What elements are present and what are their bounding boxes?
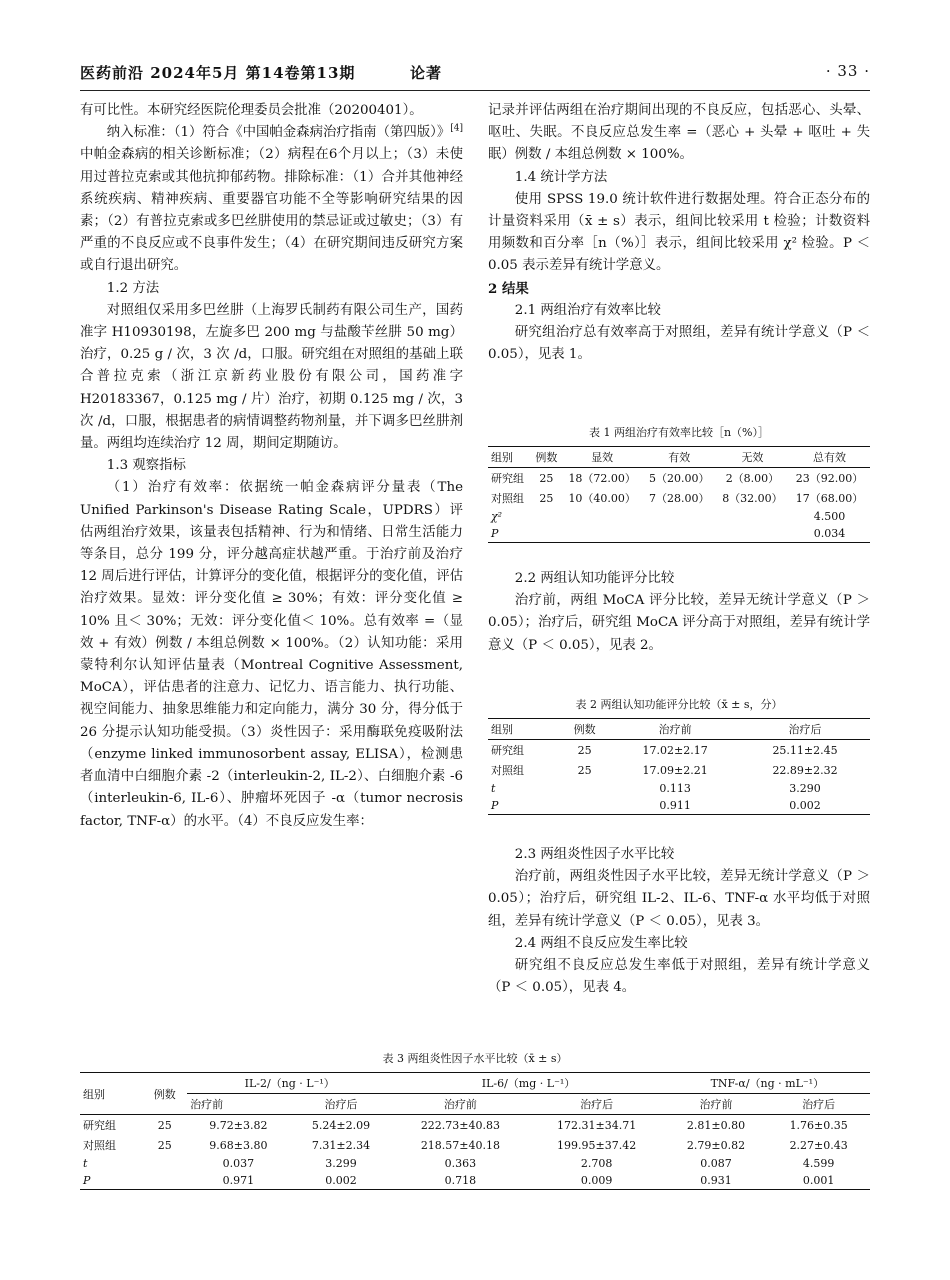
right-column-bottom	[488, 844, 870, 999]
table-grid	[80, 1072, 870, 1190]
header-rule	[80, 90, 870, 91]
page-number: · 33 ·	[825, 62, 870, 80]
cell: 2.708	[580, 1157, 613, 1170]
col-header: 例数	[142, 1073, 187, 1115]
cell: 8（32.00）	[722, 492, 783, 505]
cell	[559, 780, 610, 797]
cell: P	[80, 1172, 142, 1190]
paragraph: 记录并评估两组在治疗期间出现的不良反应，包括恶心、头晕、呕吐、失眠。不良反应总发生率 =（恶心 + 头晕 + 呕吐 + 失眠）例数 / 本组总例数 × 100%。	[488, 103, 870, 163]
col-header: 有效	[643, 447, 716, 468]
section-heading: 2.4 两组不良反应发生率比较	[514, 935, 688, 951]
cell: 0.087	[700, 1157, 732, 1170]
table-grid	[488, 446, 870, 543]
cell	[716, 525, 789, 543]
cell: 2.79±0.82	[686, 1138, 746, 1152]
paragraph: 研究组治疗总有效率高于对照组，差异有统计学意义（P ＜ 0.05），见表 1。	[488, 325, 870, 363]
cell: 研究组	[491, 472, 524, 485]
cell: 0.037	[222, 1157, 255, 1170]
article-type: 论著	[410, 64, 443, 82]
cell: t	[491, 782, 496, 795]
table-1	[488, 424, 870, 543]
cell	[142, 1172, 187, 1190]
table-row	[488, 797, 870, 815]
cell: 0.002	[740, 797, 870, 815]
cell: 10（40.00）	[568, 492, 636, 505]
table-row	[488, 525, 870, 543]
cell: 25	[577, 743, 592, 757]
running-header	[80, 62, 870, 86]
cell: 2.27±0.43	[789, 1138, 848, 1152]
table-row	[488, 468, 870, 489]
col-header: 例数	[531, 447, 562, 468]
table-row	[80, 1115, 870, 1136]
section-heading: 1.4 统计学方法	[514, 169, 608, 185]
journal-info: 医药前沿 2024年5月 第14卷第13期	[80, 64, 356, 82]
paragraph: 研究组不良反应总发生率低于对照组，差异有统计学意义（P ＜ 0.05），见表 4。	[488, 958, 870, 996]
table-grid	[488, 718, 870, 815]
col-header: 治疗前	[610, 719, 740, 740]
cell: 7.31±2.34	[311, 1138, 371, 1152]
cell: 18（72.00）	[568, 472, 636, 485]
section-heading: 2.1 两组治疗有效率比较	[514, 302, 661, 318]
cell: 4.500	[813, 510, 846, 523]
cell: 25	[539, 491, 554, 505]
cell: t	[83, 1157, 88, 1170]
criteria-text-b: 中帕金森病的相关诊断标准；（2）病程在6个月以上；（3）未使用过普拉克索或其他抗抑郁药物。排除标准：（1）合并其他神经系统疾病、精神疾病、重要器官功能不全等影响研究结果的因素；（2）有普拉克索或多巴丝肼使用的禁忌证或过敏史；（3）有严重的不良反应或不良事件发生；（4）在研究期间违反研究方案或自行退出研究。	[80, 147, 463, 274]
cell: P	[488, 797, 559, 815]
cell: 2.81±0.80	[686, 1118, 746, 1132]
col-subheader: 治疗前	[665, 1094, 768, 1115]
cell: 17.09±2.21	[642, 763, 708, 777]
cell: 研究组	[83, 1119, 116, 1132]
cell	[142, 1155, 187, 1172]
cell: 9.72±3.82	[209, 1118, 268, 1132]
col-subheader: 治疗后	[767, 1094, 870, 1115]
cell	[716, 508, 789, 525]
cell: 7（28.00）	[648, 492, 710, 505]
cell: 22.89±2.32	[772, 763, 838, 777]
cell	[531, 525, 562, 543]
cell: 172.31±34.71	[557, 1118, 637, 1132]
table-row	[488, 780, 870, 797]
table-row	[488, 760, 870, 780]
cell: 1.76±0.35	[789, 1118, 848, 1132]
table-caption: 表 3 两组炎性因子水平比较（x̄ ± s）	[382, 1052, 568, 1065]
cell: 25	[157, 1118, 172, 1132]
col-header: 组别	[80, 1073, 142, 1115]
cell	[643, 525, 716, 543]
col-header: 例数	[559, 719, 610, 740]
col-group-header: IL-2/（ng · L⁻¹）	[187, 1073, 392, 1094]
cell	[531, 508, 562, 525]
cell: 0.718	[392, 1172, 528, 1190]
right-column-lower	[488, 568, 870, 657]
cell: 25	[539, 471, 554, 485]
col-subheader: 治疗后	[529, 1094, 665, 1115]
cell: 222.73±40.83	[420, 1118, 501, 1132]
citation-ref: [4]	[450, 123, 463, 134]
col-subheader: 治疗后	[290, 1094, 393, 1115]
cell: 9.68±3.80	[209, 1138, 268, 1152]
col-subheader: 治疗前	[187, 1094, 290, 1115]
paragraph-indicators: （1）治疗有效率：依据统一帕金森病评分量表（The Unified Parkinson's Disease Rating Scale，UPDRS）评估两组治疗效果，该量表包括精神、行为和情绪、日常生活能力等条目，总分 199 分，评分越高症状越严重。于治疗前及治疗 12 周后进行评估，计算评分的变化值，根据评分的变化值，评估治疗效果。显效：评分变化值 ≥ 30%；有效：评分变化值 ≥ 10% 且＜ 30%；无效：评分变化值＜ 10%。总有效率 =（显效 + 有效）例数 / 本组总例数 × 100%。（2）认知功能：采用蒙特利尔认知评估量表（Montreal Cognitive Assessment, MoCA），评估患者的注意力、记忆力、语言能力、执行功能、视空间能力、抽象思维能力和定向能力，满分 30 分，得分低于 26 分提示认知功能受损。（3）炎性因子：采用酶联免疫吸附法（enzyme linked immunosorbent assay, ELISA），检测患者血清中白细胞介素 -2（interleukin-2, IL-2）、白细胞介素 -6（interleukin-6, IL-6）、肿瘤坏死因子 -α（tumor necrosis factor, TNF-α）的水平。（4）不良反应发生率：	[80, 480, 463, 829]
cell: 对照组	[83, 1139, 116, 1152]
cell: 25	[577, 763, 592, 777]
cell: 0.911	[610, 797, 740, 815]
cell: 23（92.00）	[795, 472, 864, 485]
table-row	[488, 740, 870, 761]
cell: 对照组	[491, 764, 524, 777]
cell: P	[488, 525, 531, 543]
section-heading: 2.3 两组炎性因子水平比较	[514, 847, 675, 862]
table-row	[80, 1155, 870, 1172]
cell: 0.009	[529, 1172, 665, 1190]
cell: 25.11±2.45	[772, 743, 838, 757]
cell	[562, 525, 643, 543]
cell: 17.02±2.17	[642, 743, 708, 757]
col-header: 总有效	[789, 447, 870, 468]
cell	[559, 797, 610, 815]
left-column	[80, 100, 463, 833]
cell: 2（8.00）	[725, 472, 780, 485]
cell: 0.971	[187, 1172, 290, 1190]
cell: 0.113	[659, 782, 691, 795]
table-row	[488, 508, 870, 525]
cell: 199.95±37.42	[557, 1138, 637, 1152]
col-header: 治疗后	[740, 719, 870, 740]
cell: 0.034	[789, 525, 870, 543]
col-group-header: IL-6/（mg · L⁻¹）	[392, 1073, 664, 1094]
table-3	[80, 1050, 870, 1190]
cell	[562, 508, 643, 525]
col-header: 无效	[716, 447, 789, 468]
table-row	[80, 1172, 870, 1190]
table-caption: 表 2 两组认知功能评分比较（x̄ ± s，分）	[575, 698, 783, 711]
paragraph: 有可比性。本研究经医院伦理委员会批准（20200401）。	[80, 103, 423, 118]
cell: 3.290	[789, 782, 821, 795]
col-header: 显效	[562, 447, 643, 468]
cell: 3.299	[325, 1157, 357, 1170]
cell: χ²	[491, 510, 503, 523]
paragraph-method: 对照组仅采用多巴丝肼（上海罗氏制药有限公司生产，国药准字 H10930198，左旋多巴 200 mg 与盐酸苄丝肼 50 mg）治疗，0.25 g / 次，3 次 /d，口服。研究组在对照组的基础上联合普拉克索（浙江京新药业股份有限公司，国药准字 H20183367，0.125 mg / 片）治疗，初期 0.125 mg / 次，3 次 /d，口服，根据患者的病情调整药物剂量，并下调多巴丝肼剂量。两组均连续治疗 12 周，期间定期随访。	[80, 302, 463, 452]
section-heading-results: 2 结果	[488, 280, 529, 297]
cell	[643, 508, 716, 525]
criteria-text-a: 纳入标准：（1）符合《中国帕金森病治疗指南（第四版）》	[106, 125, 451, 141]
section-heading: 1.3 观察指标	[106, 458, 186, 474]
col-header: 组别	[488, 447, 531, 468]
paragraph: 治疗前，两组炎性因子水平比较，差异无统计学意义（P ＞ 0.05）；治疗后，研究组 IL-2、IL-6、TNF-α 水平均低于对照组，差异有统计学意义（P ＜ 0.05），见表 3。	[488, 869, 870, 929]
col-group-header: TNF-α/（ng · mL⁻¹）	[665, 1073, 870, 1094]
cell: 0.363	[444, 1157, 477, 1170]
table-2	[488, 696, 870, 815]
cell: 研究组	[491, 744, 524, 757]
cell: 0.931	[665, 1172, 768, 1190]
cell: 17（68.00）	[795, 492, 864, 505]
cell: 0.002	[290, 1172, 393, 1190]
cell: 25	[157, 1138, 172, 1152]
paragraph: 治疗前，两组 MoCA 评分比较，差异无统计学意义（P ＞ 0.05）；治疗后，研究组 MoCA 评分高于对照组，差异有统计学意义（P ＜ 0.05），见表 2。	[488, 593, 870, 653]
cell: 5（20.00）	[648, 472, 710, 485]
cell: 0.001	[767, 1172, 870, 1190]
col-header: 组别	[488, 719, 559, 740]
cell: 4.599	[802, 1157, 835, 1170]
paragraph-criteria	[80, 122, 463, 277]
paragraph-stats: 使用 SPSS 19.0 统计软件进行数据处理。符合正态分布的计量资料采用（x̄ ± s）表示，组间比较采用 t 检验；计数资料用频数和百分率［n（%）］表示，组间比较采用 χ² 检验。P ＜ 0.05 表示差异有统计学意义。	[488, 191, 870, 274]
col-subheader: 治疗前	[392, 1094, 528, 1115]
section-heading: 1.2 方法	[106, 280, 160, 296]
cell: 5.24±2.09	[311, 1118, 371, 1132]
cell: 218.57±40.18	[420, 1138, 501, 1152]
table-caption: 表 1 两组治疗有效率比较［n（%）］	[588, 426, 770, 439]
cell: 对照组	[491, 492, 524, 505]
table-row	[488, 488, 870, 508]
section-heading: 2.2 两组认知功能评分比较	[514, 571, 675, 586]
table-row	[80, 1135, 870, 1155]
